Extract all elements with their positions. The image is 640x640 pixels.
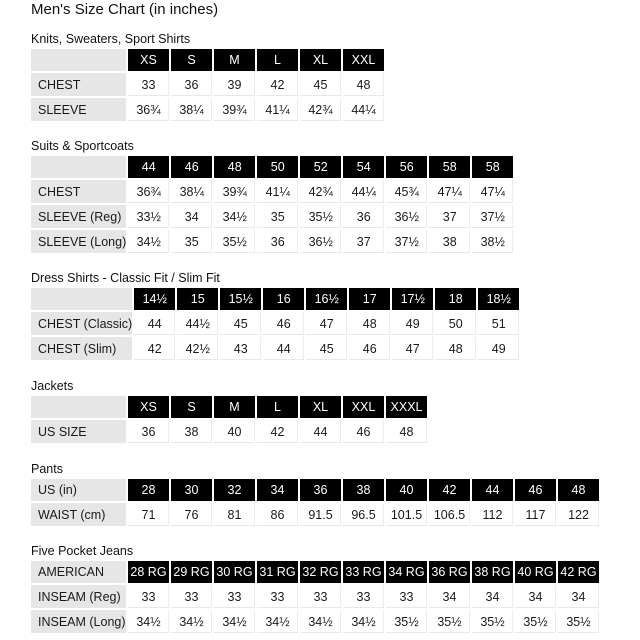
section-title: Suits & Sportcoats [31,139,134,153]
size-value: 38 [429,230,470,253]
size-value: 33 [128,585,169,608]
size-header: 58 [472,156,513,178]
size-value: 40 [214,420,255,443]
size-value: 36 [257,230,298,253]
size-value: 35½ [515,610,556,633]
size-value: 47 [392,337,433,360]
size-header: 28 [128,479,169,501]
size-value: 33 [386,585,427,608]
size-value: 51 [478,312,519,335]
size-value: 33 [300,585,341,608]
size-header: 30 [171,479,212,501]
table-row [31,98,384,121]
size-value: 91.5 [300,503,341,526]
size-value: 42¾ [300,98,341,121]
size-header: 31 RG [257,561,298,583]
row-label: CHEST [31,180,126,203]
size-value: 35½ [300,205,341,228]
size-header: 34 RG [386,561,427,583]
size-value: 38¼ [171,98,212,121]
size-value: 112 [472,503,513,526]
size-value: 36½ [300,230,341,253]
size-header: 28 RG [128,561,169,583]
size-value: 39¾ [214,180,255,203]
row-label: SLEEVE (Reg) [31,205,126,228]
table-row [31,420,427,443]
size-header: L [257,396,298,418]
header-row [31,561,599,583]
section-knits [31,31,386,123]
size-value: 34½ [214,205,255,228]
size-value: 33½ [128,205,169,228]
size-table-pants [29,477,601,528]
row-label: SLEEVE (Long) [31,230,126,253]
section-dress [31,270,521,362]
row-label: SLEEVE [31,98,126,121]
size-value: 38¼ [171,180,212,203]
size-header: 48 [558,479,599,501]
header-row [31,156,513,178]
size-value: 36¾ [128,180,169,203]
size-value: 35 [257,205,298,228]
size-header: L [257,49,298,71]
size-value: 36½ [386,205,427,228]
size-header: 16 [263,288,304,310]
size-header: 36 RG [429,561,470,583]
size-header: XXXL [386,396,427,418]
size-value: 35½ [214,230,255,253]
size-value: 33 [214,585,255,608]
table-row [31,312,519,335]
size-header: 30 RG [214,561,255,583]
size-value: 43 [220,337,261,360]
size-header: 40 RG [515,561,556,583]
size-value: 37 [429,205,470,228]
header-row [31,396,427,418]
table-row [31,230,513,253]
size-value: 48 [349,312,390,335]
size-value: 44¼ [343,180,384,203]
size-value: 47¼ [472,180,513,203]
size-value: 45¾ [386,180,427,203]
size-value: 34 [171,205,212,228]
size-value: 39 [214,73,255,96]
table-row [31,585,599,608]
size-value: 86 [257,503,298,526]
size-header: 58 [429,156,470,178]
size-value: 44¼ [343,98,384,121]
size-value: 96.5 [343,503,384,526]
size-value: 76 [171,503,212,526]
size-value: 38½ [472,230,513,253]
size-value: 35½ [472,610,513,633]
section-jeans [31,543,601,635]
size-header: 29 RG [171,561,212,583]
size-value: 34 [515,585,556,608]
size-value: 117 [515,503,556,526]
size-value: 34 [558,585,599,608]
size-value: 48 [343,73,384,96]
size-value: 34½ [171,610,212,633]
size-value: 45 [300,73,341,96]
size-value: 42 [257,420,298,443]
size-value: 35½ [386,610,427,633]
size-header: 52 [300,156,341,178]
row-label: US SIZE [31,420,126,443]
size-header: 32 RG [300,561,341,583]
section-title: Knits, Sweaters, Sport Shirts [31,32,191,46]
section-suits [31,138,515,255]
header-row [31,49,384,71]
size-value: 71 [128,503,169,526]
section-pants [31,461,601,528]
size-value: 46 [263,312,304,335]
size-value: 122 [558,503,599,526]
size-value: 36¾ [128,98,169,121]
size-header: XL [300,396,341,418]
table-row [31,73,384,96]
size-value: 41¼ [257,180,298,203]
size-value: 34½ [128,230,169,253]
size-header: 17½ [392,288,433,310]
size-header: 44 [128,156,169,178]
size-value: 48 [386,420,427,443]
table-row [31,180,513,203]
size-header: XS [128,396,169,418]
size-header: 38 [343,479,384,501]
header-row [31,288,519,310]
size-table-jeans [29,559,601,635]
row-label: INSEAM (Long) [31,610,126,633]
header-label: US (in) [31,479,126,501]
size-value: 45 [306,337,347,360]
size-value: 35 [171,230,212,253]
size-header: 33 RG [343,561,384,583]
section-jackets [31,378,429,445]
size-value: 46 [349,337,390,360]
size-header: 34 [257,479,298,501]
size-value: 45 [220,312,261,335]
size-header: 18 [435,288,476,310]
header-label: AMERICAN [31,561,126,583]
table-row [31,205,513,228]
size-value: 33 [257,585,298,608]
size-table-suits [29,154,515,255]
size-value: 101.5 [386,503,427,526]
size-value: 44½ [177,312,218,335]
size-value: 35½ [429,610,470,633]
size-value: 44 [263,337,304,360]
size-value: 37 [343,230,384,253]
size-header: 17 [349,288,390,310]
size-table-knits [29,47,386,123]
size-header: 16½ [306,288,347,310]
section-title: Pants [31,462,63,476]
size-header: 48 [214,156,255,178]
size-header: 40 [386,479,427,501]
size-header: XXL [343,49,384,71]
size-value: 37½ [472,205,513,228]
size-header: 44 [472,479,513,501]
size-value: 34½ [128,610,169,633]
size-table-dress [29,286,521,362]
size-value: 49 [478,337,519,360]
size-header: 42 RG [558,561,599,583]
header-blank [31,156,126,178]
table-row [31,337,519,360]
size-value: 42 [257,73,298,96]
size-header: XL [300,49,341,71]
row-label: CHEST [31,73,126,96]
size-value: 50 [435,312,476,335]
size-header: 56 [386,156,427,178]
size-header: 54 [343,156,384,178]
row-label: CHEST (Classic) [31,312,132,335]
size-value: 39¾ [214,98,255,121]
row-label: INSEAM (Reg) [31,585,126,608]
size-header: XS [128,49,169,71]
size-value: 46 [343,420,384,443]
size-value: 42 [134,337,175,360]
size-table-jackets [29,394,429,445]
size-value: 42½ [177,337,218,360]
size-header: M [214,396,255,418]
size-value: 47 [306,312,347,335]
size-value: 106.5 [429,503,470,526]
row-label: CHEST (Slim) [31,337,132,360]
header-blank [31,396,126,418]
size-value: 81 [214,503,255,526]
size-header: 46 [515,479,556,501]
size-value: 33 [128,73,169,96]
header-blank [31,288,132,310]
section-title: Jackets [31,379,74,393]
size-value: 33 [343,585,384,608]
size-value: 41¼ [257,98,298,121]
size-header: M [214,49,255,71]
size-value: 36 [171,73,212,96]
row-label: WAIST (cm) [31,503,126,526]
page-title: Men's Size Chart (in inches) [31,1,219,18]
size-header: XXL [343,396,384,418]
size-header: 38 RG [472,561,513,583]
size-header: S [171,396,212,418]
size-header: 18½ [478,288,519,310]
section-title: Dress Shirts - Classic Fit / Slim Fit [31,271,220,285]
size-value: 49 [392,312,433,335]
size-header: S [171,49,212,71]
size-value: 37½ [386,230,427,253]
header-blank [31,49,126,71]
size-value: 33 [171,585,212,608]
size-header: 32 [214,479,255,501]
size-value: 35½ [558,610,599,633]
table-row [31,503,599,526]
size-value: 34 [472,585,513,608]
size-header: 42 [429,479,470,501]
size-header: 14½ [134,288,175,310]
size-header: 46 [171,156,212,178]
size-value: 44 [300,420,341,443]
size-header: 15 [177,288,218,310]
section-title: Five Pocket Jeans [31,544,134,558]
size-value: 48 [435,337,476,360]
size-value: 36 [343,205,384,228]
size-value: 34½ [300,610,341,633]
size-value: 34½ [214,610,255,633]
size-value: 47¼ [429,180,470,203]
size-header: 15½ [220,288,261,310]
size-value: 34 [429,585,470,608]
size-header: 50 [257,156,298,178]
size-value: 44 [134,312,175,335]
size-value: 34½ [343,610,384,633]
size-header: 36 [300,479,341,501]
size-value: 42¾ [300,180,341,203]
header-row [31,479,599,501]
size-value: 34½ [257,610,298,633]
table-row [31,610,599,633]
size-value: 36 [128,420,169,443]
size-value: 38 [171,420,212,443]
